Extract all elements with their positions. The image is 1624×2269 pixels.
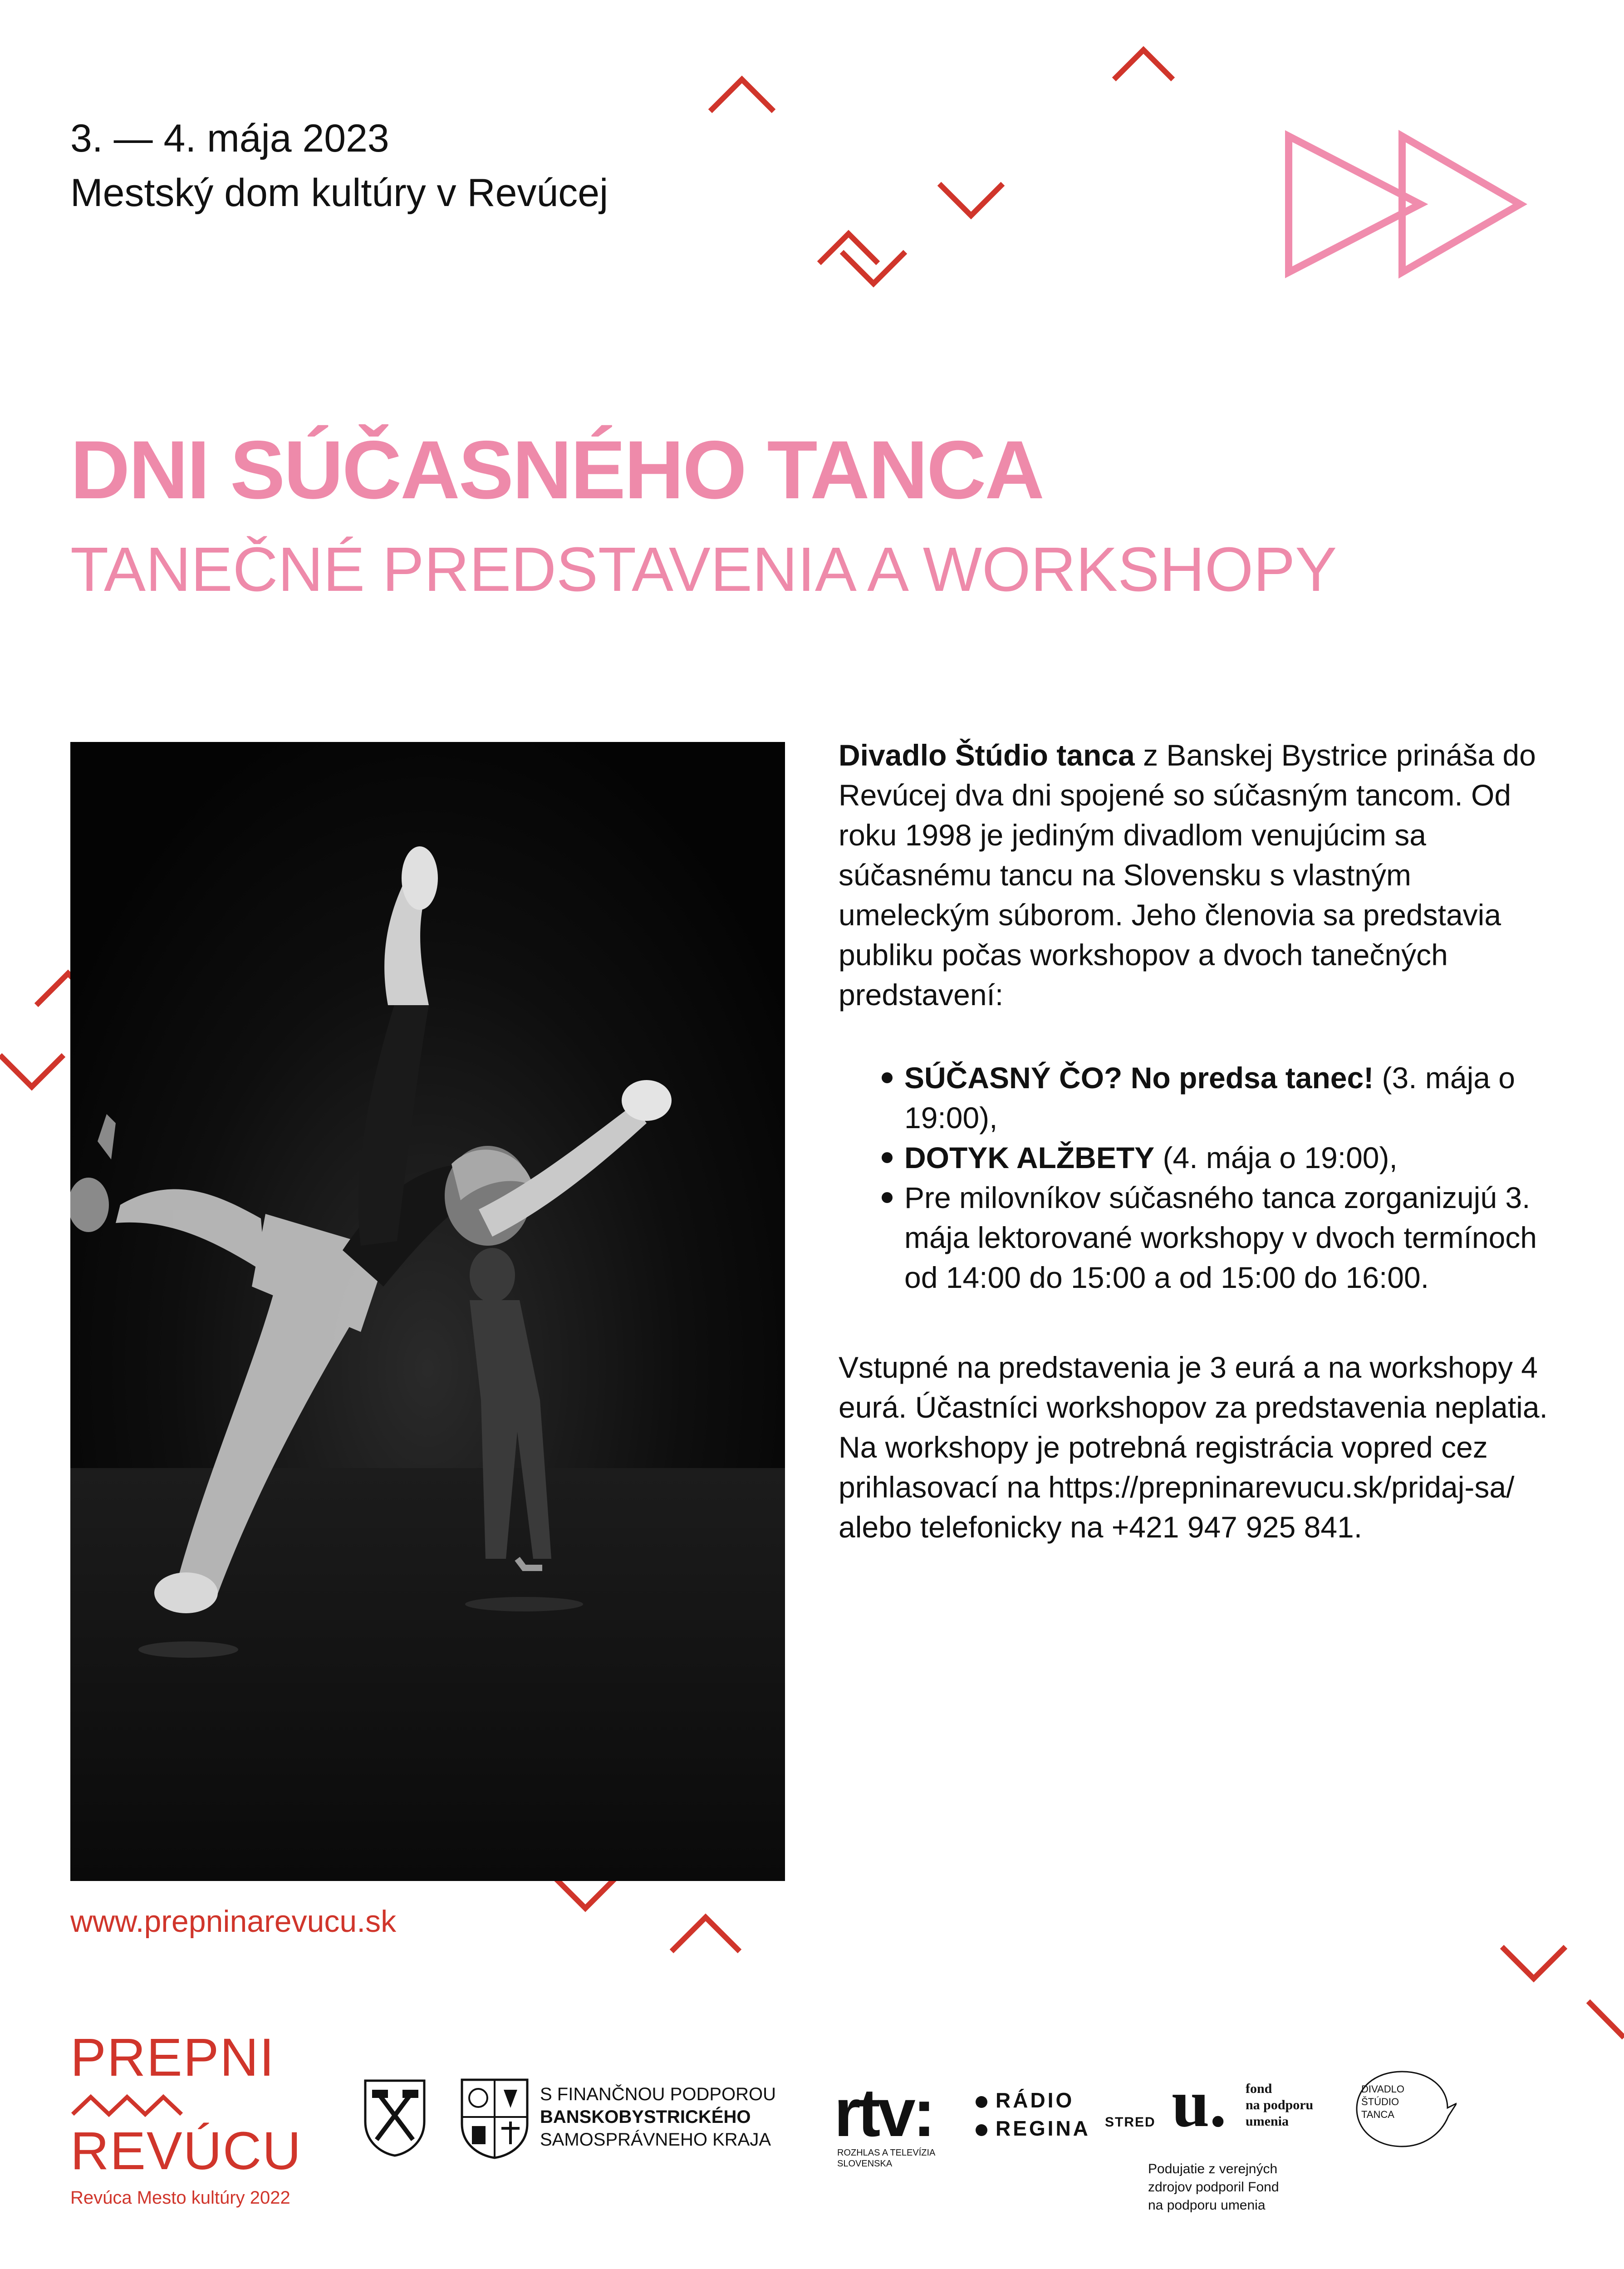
fond-line3: umenia	[1246, 2114, 1289, 2129]
bbsk-crest-icon	[458, 2076, 531, 2160]
website-link[interactable]: www.prepninarevucu.sk	[70, 1904, 397, 1939]
dot-icon	[976, 2096, 987, 2108]
prepni-revucu-logo	[70, 2028, 302, 2208]
rtv-subtitle	[837, 2147, 935, 2169]
fond-logo-text	[1246, 2081, 1313, 2130]
radio-line2: REGINA	[996, 2117, 1090, 2140]
fond-line2: na podporu	[1246, 2097, 1314, 2112]
rtv-logo: rtv:	[834, 2074, 933, 2151]
dancers-photo	[70, 742, 785, 1881]
dot-icon	[976, 2124, 987, 2136]
zigzag-icon	[70, 2092, 193, 2119]
list-item	[904, 1058, 1555, 1138]
fond-note-line1: Podujatie z verejných	[1148, 2161, 1278, 2176]
fond-note-line3: na podporu umenia	[1148, 2198, 1266, 2213]
prices-paragraph: Vstupné na predstavenia je 3 eurá a na workshopy 4 eurá. Účastníci workshopov za predstavenia neplatia. Na workshopy je potrebná registrácia vopred cez prihlasovací na https://prepninarevucu.sk/pridaj-sa/ alebo telefonicky na +421 947 925 841.	[839, 1351, 1548, 1544]
description	[839, 735, 1555, 1547]
logo-line2: REVÚCU	[70, 2121, 302, 2181]
page-title: DNI SÚČASNÉHO TANCA	[70, 423, 1043, 516]
revuca-crest-icon	[361, 2076, 429, 2158]
intro-paragraph	[839, 735, 1555, 1015]
divadlo-line1: DIVADLO	[1361, 2083, 1404, 2095]
fond-note-line2: zdrojov podporil Fond	[1148, 2180, 1279, 2195]
events-list	[839, 1058, 1555, 1297]
fond-note	[1148, 2160, 1279, 2215]
event-time: (4. mája o 19:00),	[1154, 1141, 1398, 1174]
logo-line1: PREPNI	[70, 2028, 275, 2087]
event-name: DOTYK ALŽBETY	[904, 1141, 1155, 1174]
event-venue: Mestský dom kultúry v Revúcej	[70, 171, 608, 215]
event-name: SÚČASNÝ ČO? No predsa tanec!	[904, 1061, 1374, 1095]
radio-line1: RÁDIO	[996, 2088, 1074, 2112]
radio-regina-logo	[976, 2086, 1090, 2142]
logo-tagline: Revúca Mesto kultúry 2022	[70, 2188, 290, 2208]
intro-text: z Banskej Bystrice prináša do Revúcej dva dni spojené so súčasným tancom. Od roku 1998 je jediným divadlom venujúcim sa súčasnému tancu na Slovensku s vlastným umeleckým súborom. Jeho členovia sa predstavia publiku počas workshopov a dvoch tanečných predstavení:	[839, 738, 1536, 1012]
divadlo-logo-text	[1361, 2083, 1404, 2121]
rtv-sub-line1: ROZHLAS A TELEVÍZIA	[837, 2148, 936, 2158]
workshop-info: Pre milovníkov súčasného tanca zorganizujú 3. mája lektorované workshopy v dvoch termínoch od 14:00 do 15:00 a od 15:00 do 16:00.	[904, 1181, 1537, 1294]
fond-logo-mark: u.	[1172, 2066, 1227, 2141]
intro-bold: Divadlo Štúdio tanca	[839, 738, 1135, 772]
support-line1: S FINANČNOU PODPOROU	[540, 2084, 776, 2104]
event-time: (3. mája o 19:00),	[904, 1061, 1515, 1134]
divadlo-line2: ŠTÚDIO	[1361, 2096, 1399, 2107]
page-subtitle: TANEČNÉ PREDSTAVENIA A WORKSHOPY	[70, 535, 1337, 604]
list-item	[904, 1178, 1555, 1297]
rtv-sub-line2: SLOVENSKA	[837, 2159, 893, 2169]
divadlo-line3: TANCA	[1361, 2109, 1394, 2120]
event-date: 3. — 4. mája 2023	[70, 117, 389, 160]
bbsk-support-text	[540, 2083, 776, 2151]
fond-line1: fond	[1246, 2081, 1272, 2096]
dancers-photo-graphic	[70, 742, 785, 1881]
list-item	[904, 1138, 1555, 1178]
support-line3: SAMOSPRÁVNEHO KRAJA	[540, 2130, 771, 2150]
support-line2: BANSKOBYSTRICKÉHO	[540, 2107, 751, 2127]
radio-region: STRED	[1105, 2115, 1156, 2130]
